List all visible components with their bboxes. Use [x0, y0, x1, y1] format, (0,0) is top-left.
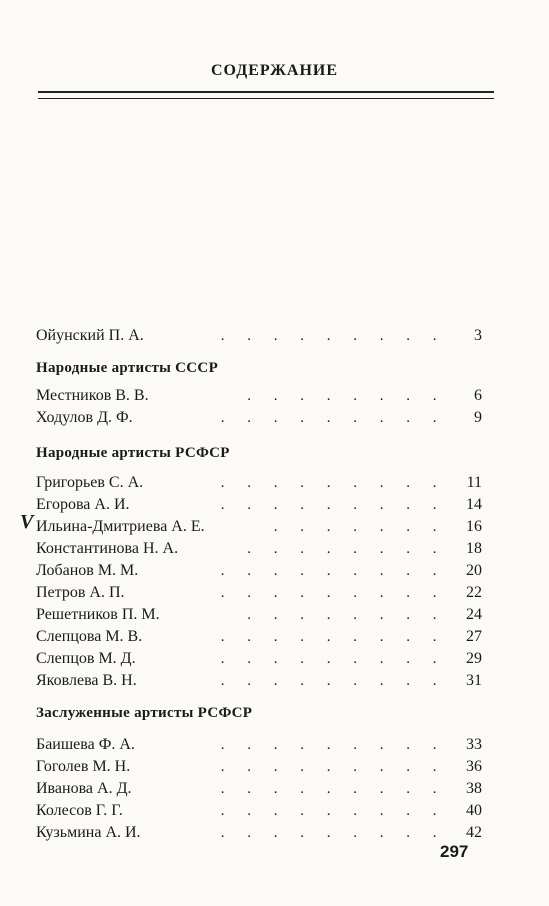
entry-name: Григорьев С. А. — [36, 474, 144, 491]
toc-entry — [36, 325, 482, 347]
section-heading: Заслуженные артисты РСФСР — [36, 705, 253, 721]
entry-dot-leader: . . . . . . . . — [247, 541, 446, 557]
entry-name: Лобанов М. М. — [36, 562, 139, 579]
toc-entry — [36, 800, 482, 822]
entry-page-number: 24 — [466, 606, 482, 623]
entry-dot-leader: . . . . . . . . . — [220, 737, 446, 753]
entry-page-number: 29 — [466, 650, 482, 667]
section-heading: Народные артисты РСФСР — [36, 445, 230, 461]
entry-dot-leader: . . . . . . . . . — [220, 563, 446, 579]
entry-page-number: 20 — [466, 562, 482, 579]
entry-name: Ильина-Дмитриева А. Е. — [36, 518, 205, 535]
entry-dot-leader: . . . . . . . . . — [220, 328, 446, 344]
entry-name: Петров А. П. — [36, 584, 125, 601]
entry-dot-leader: . . . . . . . . — [247, 388, 446, 404]
toc-entry — [36, 538, 482, 560]
entry-name: Ойунский П. А. — [36, 327, 144, 344]
entry-page-number: 31 — [466, 672, 482, 689]
entry-dot-leader: . . . . . . . . . — [220, 497, 446, 513]
title-rule-thin — [38, 98, 494, 99]
toc-entry — [36, 560, 482, 582]
entry-dot-leader: . . . . . . . . . — [220, 825, 446, 841]
entry-dot-leader: . . . . . . . . . — [220, 629, 446, 645]
entry-dot-leader: . . . . . . . . . — [220, 803, 446, 819]
toc-entry — [36, 494, 482, 516]
title-rule-thick — [38, 91, 494, 93]
entry-page-number: 6 — [474, 387, 482, 404]
toc-entry — [36, 778, 482, 800]
entry-page-number: 40 — [466, 802, 482, 819]
entry-page-number: 9 — [474, 409, 482, 426]
entry-page-number: 18 — [466, 540, 482, 557]
entry-name: Константинова Н. А. — [36, 540, 179, 557]
entry-page-number: 36 — [466, 758, 482, 775]
toc-entry — [36, 756, 482, 778]
entry-page-number: 42 — [466, 824, 482, 841]
entry-dot-leader: . . . . . . . . . — [220, 410, 446, 426]
toc-entry — [36, 648, 482, 670]
entry-dot-leader: . . . . . . . — [273, 519, 446, 535]
entry-name: Егорова А. И. — [36, 496, 130, 513]
toc-entry — [36, 670, 482, 692]
entry-page-number: 33 — [466, 736, 482, 753]
entry-page-number: 11 — [466, 474, 482, 491]
entry-page-number: 16 — [466, 518, 482, 535]
entry-dot-leader: . . . . . . . . . — [220, 585, 446, 601]
entry-dot-leader: . . . . . . . . . — [220, 781, 446, 797]
toc-entry — [36, 472, 482, 494]
entry-name: Яковлева В. Н. — [36, 672, 137, 689]
toc-entry — [36, 604, 482, 626]
toc-entry — [36, 407, 482, 429]
toc-entry — [36, 734, 482, 756]
toc-entry — [36, 626, 482, 648]
entry-dot-leader: . . . . . . . . . — [220, 673, 446, 689]
entry-page-number: 22 — [466, 584, 482, 601]
entry-page-number: 27 — [466, 628, 482, 645]
entry-name: Ходулов Д. Ф. — [36, 409, 133, 426]
entry-name: Гоголев М. Н. — [36, 758, 131, 775]
toc-entry — [36, 582, 482, 604]
toc-entry — [36, 516, 482, 538]
margin-check-mark: V — [20, 511, 34, 533]
entry-name: Слепцов М. Д. — [36, 650, 136, 667]
toc-entry — [36, 385, 482, 407]
entry-dot-leader: . . . . . . . . . — [220, 651, 446, 667]
entry-name: Колесов Г. Г. — [36, 802, 123, 819]
section-heading: Народные артисты СССР — [36, 360, 219, 376]
entry-name: Местников В. В. — [36, 387, 149, 404]
entry-name: Иванова А. Д. — [36, 780, 132, 797]
entry-page-number: 38 — [466, 780, 482, 797]
toc-entry — [36, 822, 482, 844]
entry-dot-leader: . . . . . . . . — [247, 607, 446, 623]
entry-dot-leader: . . . . . . . . . — [220, 475, 446, 491]
entry-name: Баишева Ф. А. — [36, 736, 135, 753]
entry-page-number: 3 — [474, 327, 482, 344]
entry-dot-leader: . . . . . . . . . — [220, 759, 446, 775]
page-title: СОДЕРЖАНИЕ — [210, 62, 339, 79]
page-number-folio: 297 — [440, 842, 469, 861]
entry-page-number: 14 — [466, 496, 482, 513]
entry-name: Решетников П. М. — [36, 606, 160, 623]
entry-name: Слепцова М. В. — [36, 628, 143, 645]
entry-name: Кузьмина А. И. — [36, 824, 141, 841]
